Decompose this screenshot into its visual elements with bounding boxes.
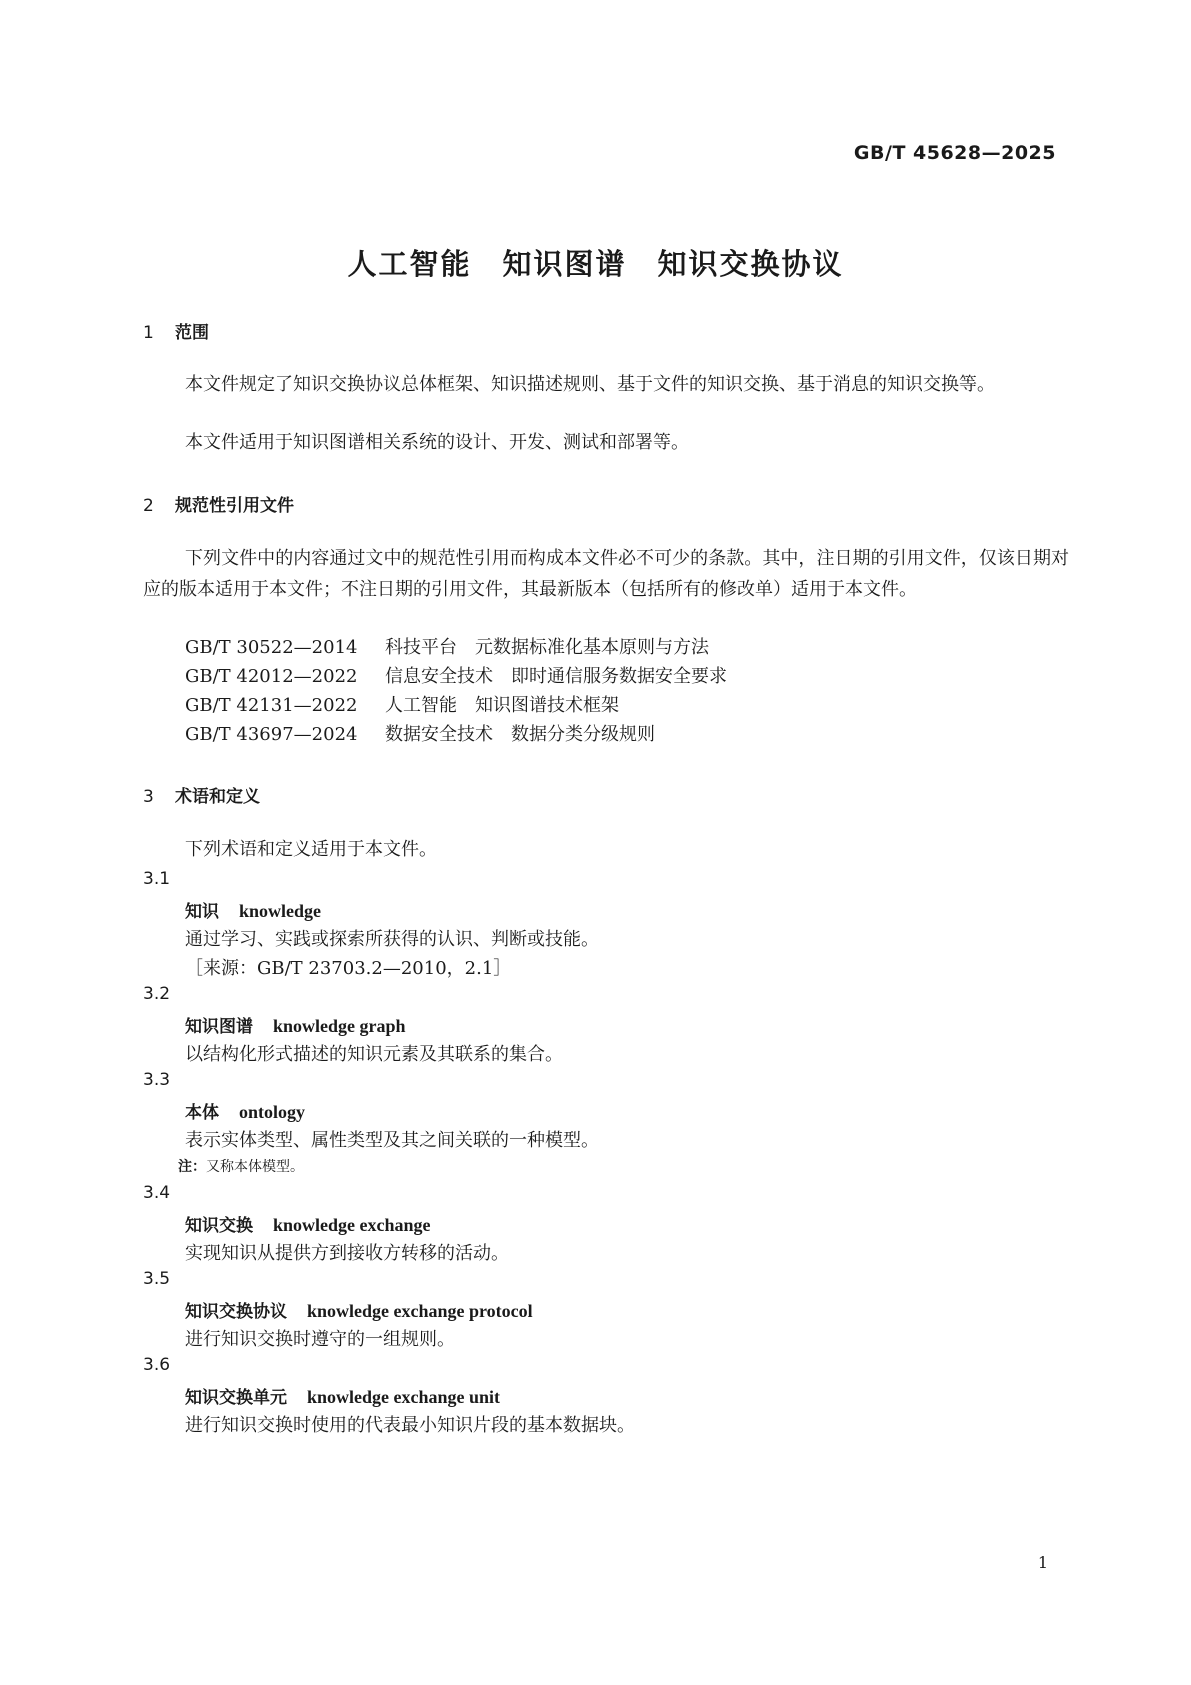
term-zh: 知识 xyxy=(185,902,219,922)
term-definition: 以结构化形式描述的知识元素及其联系的集合。 xyxy=(185,1044,563,1065)
term-en: knowledge exchange xyxy=(273,1215,431,1235)
term-en: knowledge graph xyxy=(273,1016,406,1036)
term-zh: 知识图谱 xyxy=(185,1017,253,1037)
document-title: 人工智能 知识图谱 知识交换协议 xyxy=(347,247,844,281)
section-title: 范围 xyxy=(175,323,209,343)
reference-title: 人工智能 知识图谱技术框架 xyxy=(385,695,619,716)
term-zh: 知识交换协议 xyxy=(185,1302,287,1322)
term-heading xyxy=(185,1383,500,1408)
section-title: 规范性引用文件 xyxy=(175,496,294,516)
term-definition: 表示实体类型、属性类型及其之间关联的一种模型。 xyxy=(185,1130,599,1151)
term-en: knowledge xyxy=(239,901,322,921)
term-source: ［来源：GB/T 23703.2—2010，2.1］ xyxy=(185,958,512,979)
term-zh: 知识交换 xyxy=(185,1216,253,1236)
section-heading-2 xyxy=(143,491,294,516)
page-number: 1 xyxy=(1037,1553,1048,1572)
reference-code: GB/T 42012—2022 xyxy=(185,666,358,687)
section-heading-3 xyxy=(143,782,260,807)
term-zh: 本体 xyxy=(185,1103,219,1123)
paragraph: 下列文件中的内容通过文中的规范性引用而构成本文件必不可少的条款。其中，注日期的引用文件，仅该日期对应的版本适用于本文件；不注日期的引用文件，其最新版本（包括所有的修改单）适用于本文件。 xyxy=(143,548,1069,600)
term-en: knowledge exchange unit xyxy=(307,1387,501,1407)
reference-item xyxy=(185,691,619,717)
section-heading-1 xyxy=(143,318,209,343)
term-heading xyxy=(185,1098,305,1123)
reference-title: 科技平台 元数据标准化基本原则与方法 xyxy=(385,637,709,658)
term-number: 3.1 xyxy=(143,869,171,889)
reference-code: GB/T 30522—2014 xyxy=(185,637,358,658)
term-number: 3.2 xyxy=(143,984,171,1004)
term-heading xyxy=(185,1211,431,1236)
section-number: 3 xyxy=(143,787,154,807)
standard-number: GB/T 45628—2025 xyxy=(853,142,1056,164)
term-en: knowledge exchange protocol xyxy=(307,1301,533,1321)
reference-item xyxy=(185,720,655,746)
paragraph: 下列术语和定义适用于本文件。 xyxy=(185,839,437,860)
reference-code: GB/T 42131—2022 xyxy=(185,695,358,716)
reference-item xyxy=(185,633,709,659)
term-number: 3.5 xyxy=(143,1269,171,1289)
term-definition: 进行知识交换时遵守的一组规则。 xyxy=(185,1329,455,1350)
term-en: ontology xyxy=(239,1102,306,1122)
term-note xyxy=(178,1156,304,1176)
term-number: 3.6 xyxy=(143,1355,171,1375)
term-heading xyxy=(185,1012,406,1037)
term-zh: 知识交换单元 xyxy=(185,1388,287,1408)
term-heading xyxy=(185,1297,533,1322)
note-label: 注： xyxy=(178,1159,206,1175)
paragraph: 本文件规定了知识交换协议总体框架、知识描述规则、基于文件的知识交换、基于消息的知识交换等。 xyxy=(185,374,995,395)
term-number: 3.4 xyxy=(143,1183,171,1203)
term-definition: 通过学习、实践或探索所获得的认识、判断或技能。 xyxy=(185,929,599,950)
term-definition: 进行知识交换时使用的代表最小知识片段的基本数据块。 xyxy=(185,1415,635,1436)
reference-title: 数据安全技术 数据分类分级规则 xyxy=(385,724,655,745)
section-title: 术语和定义 xyxy=(175,787,260,807)
reference-item xyxy=(185,662,727,688)
term-definition: 实现知识从提供方到接收方转移的活动。 xyxy=(185,1243,509,1264)
paragraph: 本文件适用于知识图谱相关系统的设计、开发、测试和部署等。 xyxy=(185,432,689,453)
section-number: 1 xyxy=(143,323,154,343)
note-text: 又称本体模型。 xyxy=(206,1159,304,1175)
term-heading xyxy=(185,897,321,922)
section-number: 2 xyxy=(143,496,154,516)
reference-title: 信息安全技术 即时通信服务数据安全要求 xyxy=(385,666,727,687)
reference-code: GB/T 43697—2024 xyxy=(185,724,358,745)
term-number: 3.3 xyxy=(143,1070,171,1090)
